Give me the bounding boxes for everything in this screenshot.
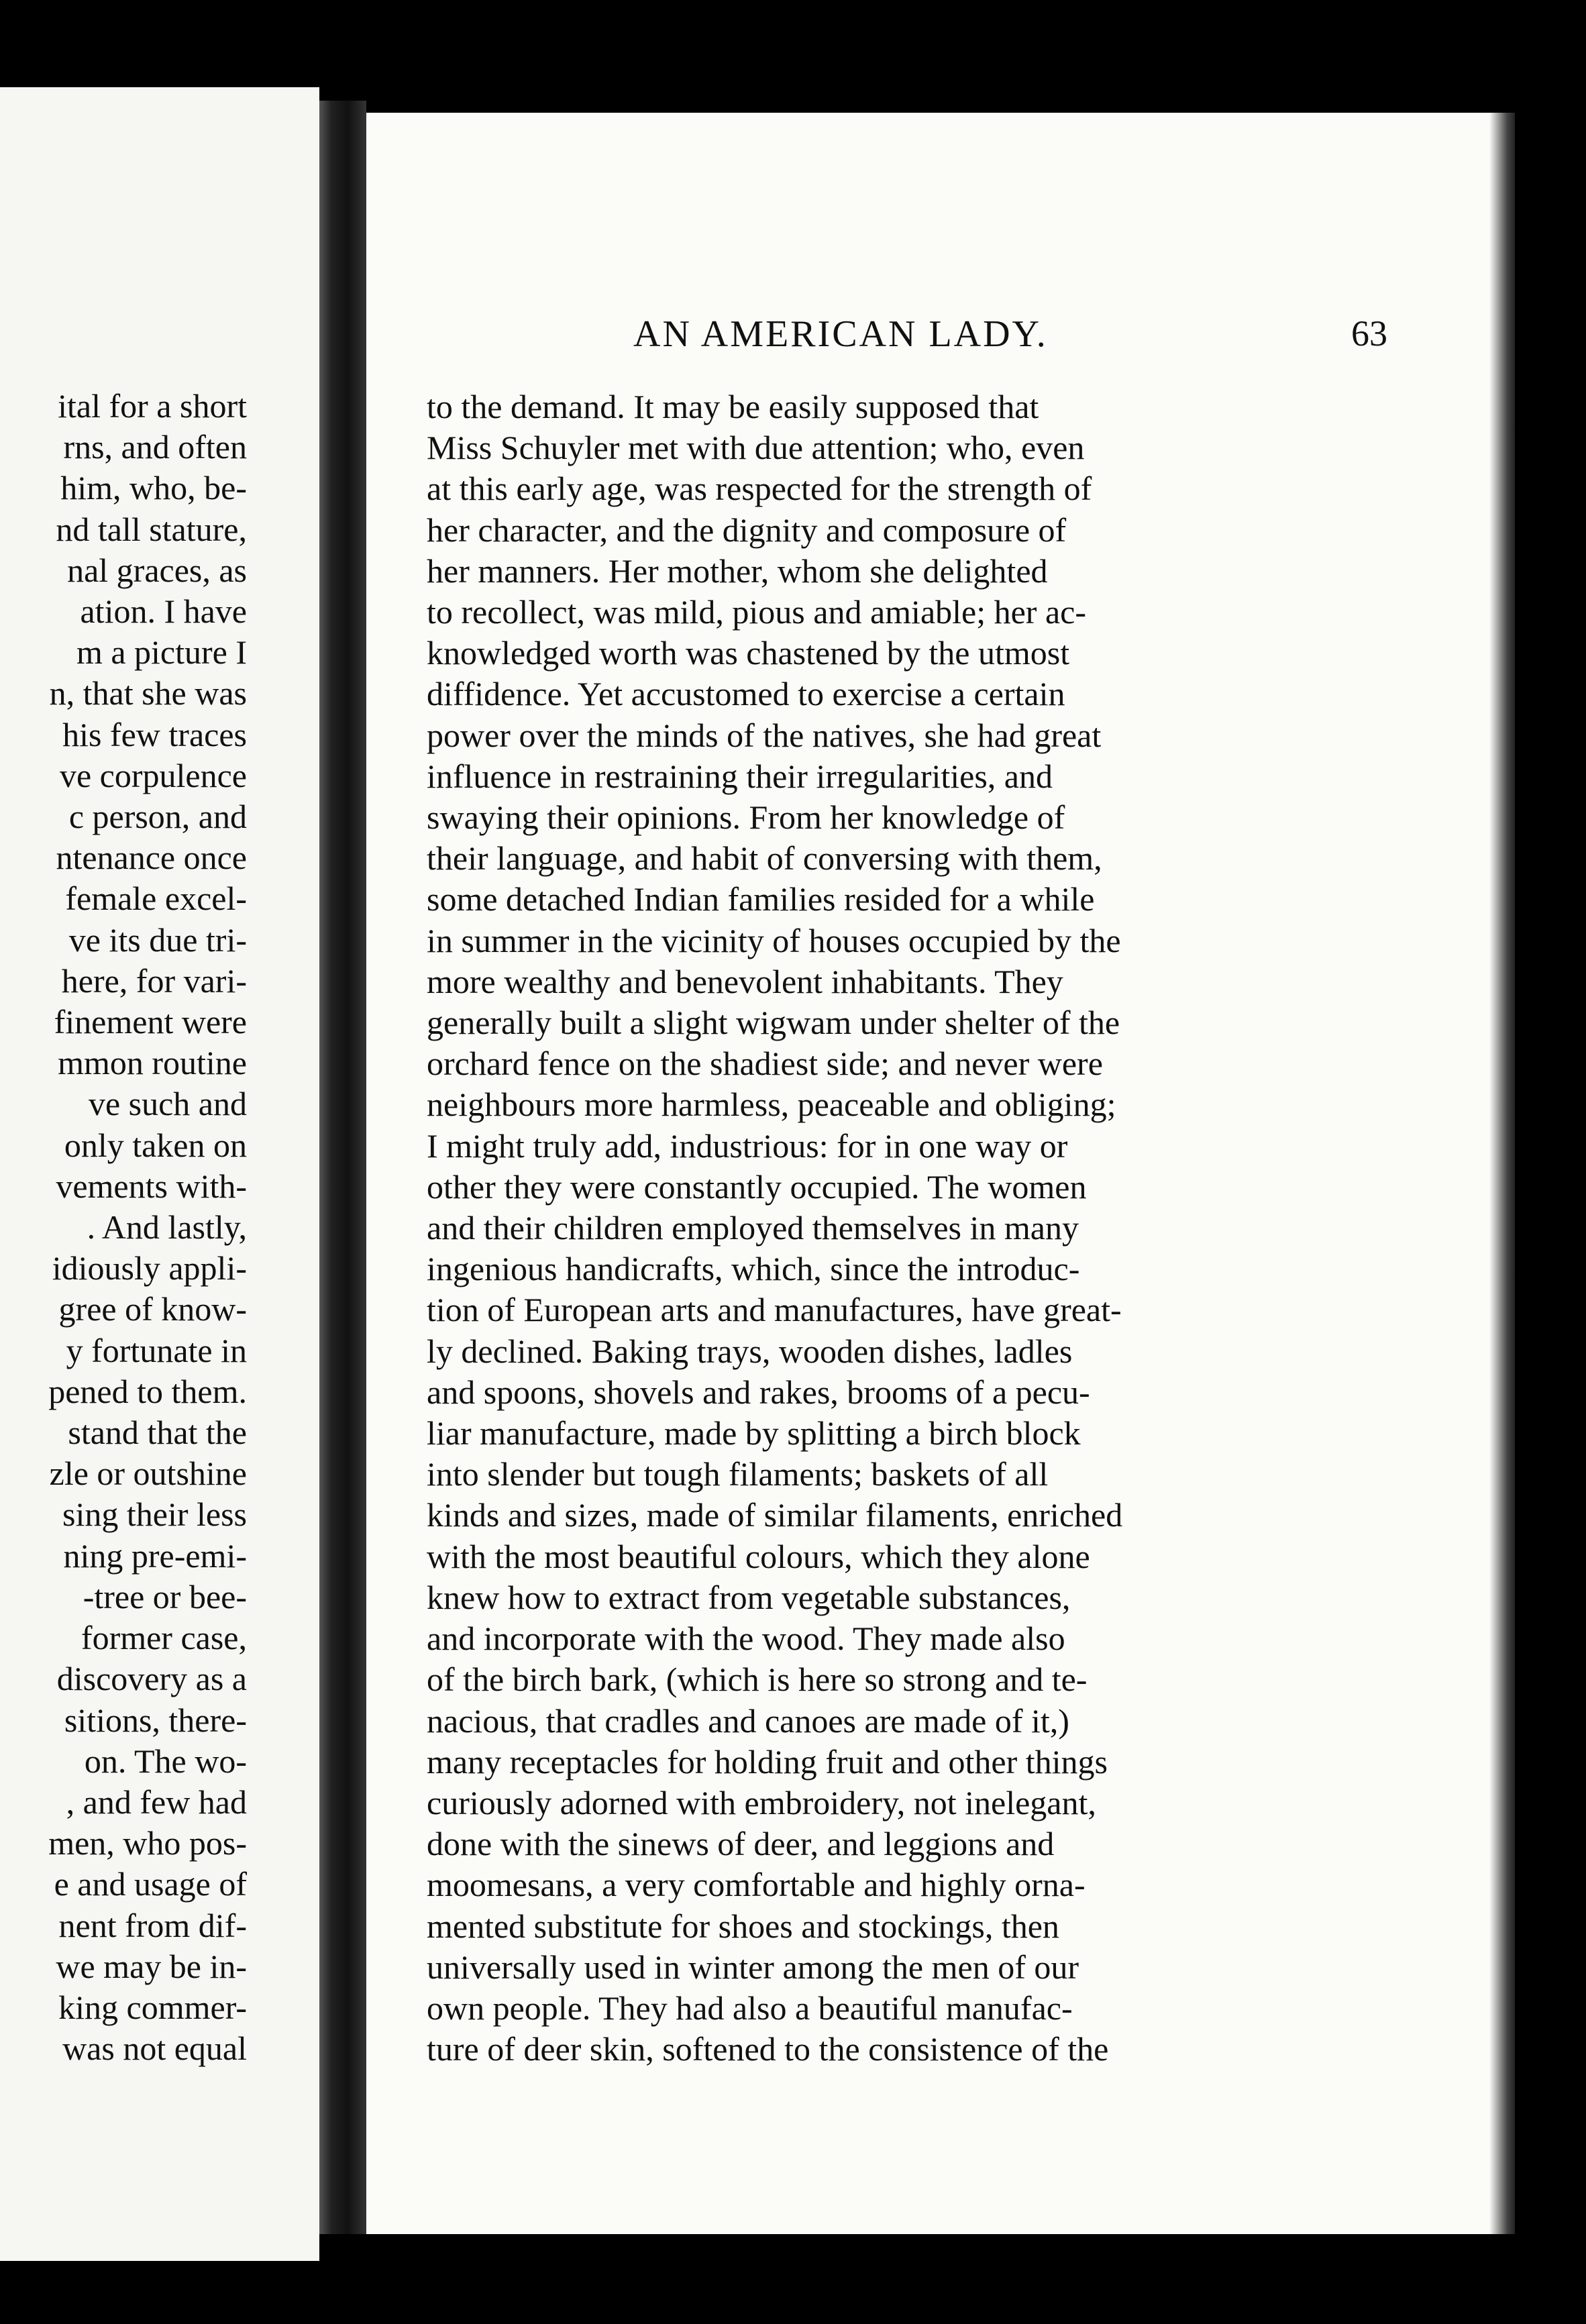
text-line: ning pre-emi-: [63, 1536, 247, 1575]
text-line: to the demand. It may be easily supposed that: [427, 388, 1039, 425]
text-line: ntenance once: [56, 839, 247, 877]
text-line: only taken on: [64, 1126, 247, 1164]
text-line: liar manufacture, made by splitting a birch block: [427, 1414, 1081, 1452]
text-line: ve its due tri-: [68, 920, 247, 959]
text-line: nd tall stature,: [56, 510, 247, 548]
text-line: many receptacles for holding fruit and other things: [427, 1742, 1108, 1781]
text-line: sitions, there-: [64, 1701, 247, 1739]
text-line: former case,: [81, 1619, 247, 1657]
text-line: other they were constantly occupied. The women: [427, 1167, 1087, 1206]
text-line: orchard fence on the shadiest side; and never were: [427, 1045, 1103, 1083]
text-line: and their children employed themselves in many: [427, 1209, 1079, 1247]
text-line: sing their less: [62, 1495, 247, 1534]
text-line: tion of European arts and manufactures, have great-: [427, 1291, 1122, 1329]
text-line: universally used in winter among the men of our: [427, 1948, 1079, 1986]
text-line: curiously adorned with embroidery, not inelegant,: [427, 1783, 1096, 1821]
text-line: was not equal: [62, 2029, 247, 2068]
text-line: in summer in the vicinity of houses occupied by the: [427, 921, 1121, 959]
text-line: c person, and: [68, 798, 247, 836]
text-line: men, who pos-: [48, 1824, 247, 1862]
text-line: more wealthy and benevolent inhabitants. They: [427, 962, 1063, 1000]
text-line: knew how to extract from vegetable substances,: [427, 1578, 1071, 1616]
text-line: stand that the: [68, 1414, 247, 1452]
text-line: ingenious handicrafts, which, since the introduc-: [427, 1250, 1080, 1288]
text-line: and spoons, shovels and rakes, brooms of a pecu-: [427, 1373, 1090, 1411]
text-line: n, that she was: [49, 674, 247, 712]
text-line: we may be in-: [56, 1947, 247, 1985]
text-line: -tree or bee-: [83, 1577, 247, 1616]
text-line: of the birch bark, (which is here so strong and te-: [427, 1660, 1088, 1699]
left-page: [0, 87, 319, 2261]
text-line: mmon routine: [58, 1044, 247, 1082]
text-line: finement were: [54, 1003, 247, 1041]
text-line: idiously appli-: [52, 1249, 247, 1287]
text-line: here, for vari-: [61, 961, 247, 1000]
text-line: diffidence. Yet accustomed to exercise a certain: [427, 675, 1065, 713]
text-line: some detached Indian families resided for a while: [427, 880, 1095, 918]
page-number: 63: [1351, 313, 1387, 354]
text-line: , and few had: [66, 1783, 247, 1821]
right-page: [366, 113, 1515, 2234]
text-line: nal graces, as: [67, 551, 247, 589]
text-line: generally built a slight wigwam under shelter of the: [427, 1004, 1120, 1042]
text-line: power over the minds of the natives, she had great: [427, 716, 1102, 754]
text-line: her manners. Her mother, whom she delighted: [427, 551, 1048, 590]
text-line: discovery as a: [56, 1660, 247, 1698]
text-line: at this early age, was respected for the strength of: [427, 470, 1092, 508]
left-page-text: [48, 386, 247, 2069]
text-line: their language, and habit of conversing with them,: [427, 839, 1102, 878]
text-line: king commer-: [58, 1988, 247, 2026]
text-line: ture of deer skin, softened to the consistence of the: [427, 2030, 1109, 2068]
text-line: ly declined. Baking trays, wooden dishes, ladles: [427, 1332, 1073, 1370]
text-line: pened to them.: [48, 1372, 247, 1410]
text-line: with the most beautiful colours, which they alone: [427, 1537, 1090, 1575]
text-line: neighbours more harmless, peaceable and obliging;: [427, 1086, 1116, 1124]
text-line: y fortunate in: [66, 1331, 247, 1369]
text-line: ation. I have: [80, 592, 247, 631]
text-line: m a picture I: [76, 633, 247, 672]
text-line: ve such and: [88, 1085, 247, 1123]
text-line: vements with-: [56, 1167, 247, 1205]
text-line: his few traces: [62, 715, 247, 753]
text-line: to recollect, was mild, pious and amiable; her ac-: [427, 593, 1086, 631]
text-line: rns, and often: [63, 428, 247, 466]
text-line: nacious, that cradles and canoes are made of it,): [427, 1701, 1069, 1740]
text-line: . And lastly,: [87, 1208, 247, 1247]
text-line: moomesans, a very comfortable and highly orna-: [427, 1866, 1086, 1904]
running-head: [366, 313, 1515, 366]
text-line: and incorporate with the wood. They made also: [427, 1620, 1065, 1658]
right-page-text: [427, 386, 1312, 2070]
text-line: ital for a short: [58, 387, 247, 425]
text-line: him, who, be-: [60, 469, 247, 507]
text-line: her character, and the dignity and composure of: [427, 511, 1067, 549]
text-line: into slender but tough filaments; baskets of all: [427, 1455, 1049, 1493]
text-line: mented substitute for shoes and stockings, then: [427, 1907, 1059, 1945]
text-line: own people. They had also a beautiful manufac-: [427, 1989, 1073, 2027]
text-line: zle or outshine: [49, 1455, 247, 1493]
text-line: nent from dif-: [58, 1906, 247, 1944]
text-line: on. The wo-: [84, 1742, 247, 1780]
text-line: female excel-: [65, 880, 247, 918]
text-line: kinds and sizes, made of similar filaments, enriched: [427, 1496, 1123, 1534]
text-line: knowledged worth was chastened by the utmost: [427, 634, 1070, 672]
text-line: done with the sinews of deer, and leggions and: [427, 1825, 1055, 1863]
text-line: gree of know-: [58, 1290, 247, 1328]
page-edge-shadow: [1489, 113, 1515, 2234]
text-line: swaying their opinions. From her knowledge of: [427, 798, 1065, 837]
text-line: influence in restraining their irregularities, and: [427, 757, 1053, 795]
book-gutter: [319, 101, 366, 2234]
text-line: ve corpulence: [59, 756, 247, 794]
text-line: e and usage of: [54, 1865, 247, 1903]
text-line: I might truly add, industrious: for in one way or: [427, 1126, 1068, 1165]
text-line: Miss Schuyler met with due attention; who, even: [427, 429, 1085, 467]
running-head-title: AN AMERICAN LADY.: [633, 313, 1048, 355]
